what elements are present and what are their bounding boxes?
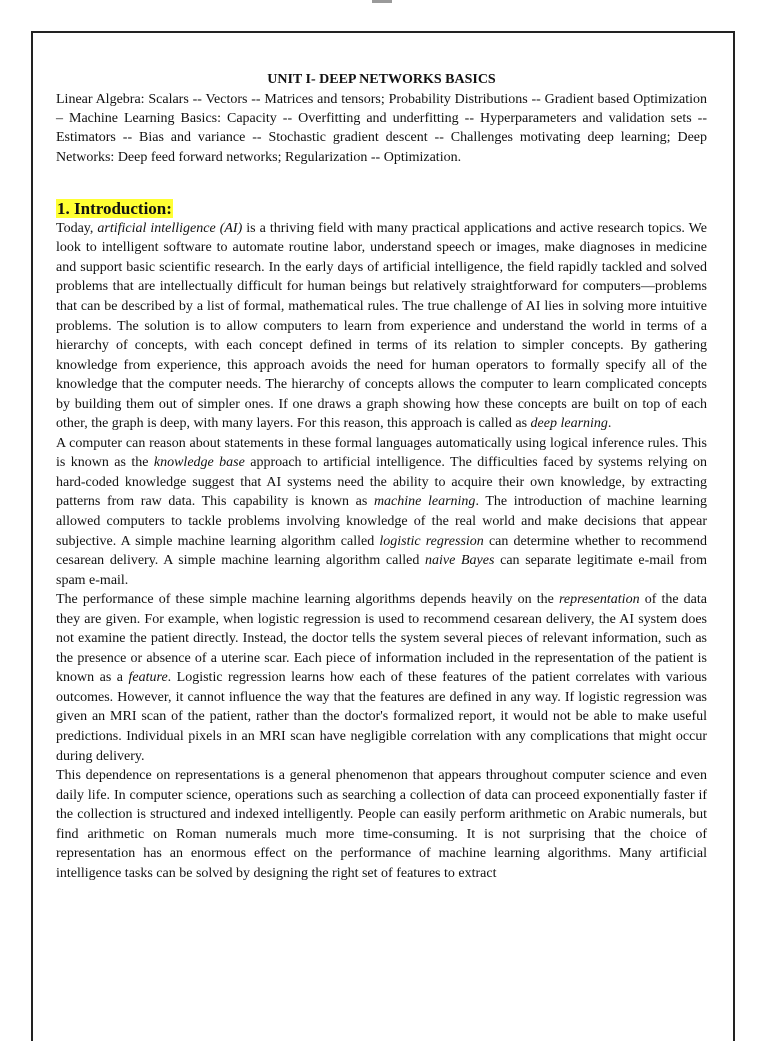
italic-term: naive Bayes xyxy=(425,553,495,569)
document-body xyxy=(56,70,707,883)
text-run: approach to artificial intelligence. The difficulties faced by systems relying on hard-coded knowledge suggest that AI systems need the ability to acquire their own knowledge, by extracting patterns from raw data. This capability is known as xyxy=(56,455,707,510)
text-run: can determine whether to recommend cesarean delivery. A simple machine learning algorithm called xyxy=(56,533,707,569)
paragraph-intro xyxy=(56,219,707,434)
unit-title: UNIT I- DEEP NETWORKS BASICS xyxy=(267,72,496,87)
italic-term: deep learning xyxy=(530,416,608,432)
section-heading xyxy=(56,198,707,219)
text-run: The performance of these simple machine learning algorithms depends heavily on the xyxy=(56,592,559,608)
paragraph-knowledge-base xyxy=(56,434,707,590)
page-separator-mark xyxy=(372,0,392,3)
text-run: . The introduction of machine learning allowed computers to tackle problems involving knowledge of the real world and make decisions that appear subjective. A simple machine learning algorithm called xyxy=(56,494,707,549)
text-run: . xyxy=(607,416,612,432)
text-run: is a thriving field with many practical applications and active research topics. We look to intelligent software to automate routine labor, understand speech or images, make diagnoses in medicine and support basic scientific research. In the early days of artificial intelligence, the field rapidly tackled and solved problems that are intellectually difficult for human beings but relatively straightforward for computers—problems that can be described by a list of formal, mathematical rules. The true challenge of AI lies in solving more intuitive problems. The solution is to allow computers to learn from experience and understand the world in terms of a hierarchy of concepts, with each concept defined in terms of its relation to simpler concepts. By gathering knowledge from experience, this approach avoids the need for human operators to formally specify all of the knowledge that the computer needs. The hierarchy of concepts allows the computer to learn complicated concepts by building them out of simpler ones. If one draws a graph showing how these concepts are built on top of each other, the graph is deep, with many layers. For this reason, this approach is called as xyxy=(56,220,707,432)
italic-term: feature xyxy=(128,670,168,686)
italic-term: machine learning xyxy=(373,494,476,510)
italic-term: knowledge base xyxy=(153,455,245,471)
italic-term: artificial intelligence (AI) xyxy=(97,220,243,236)
text-run: This dependence on representations is a general phenomenon that appears throughout computer science and even daily life. In computer science, operations such as searching a collection of data can proceed exponentially faster if the collection is structured and indexed intelligently. People can easily perform arithmetic on Arabic numerals, but find arithmetic on Roman numerals much more time-consuming. It is not surprising that the choice of representation has an enormous effect on the performance of machine learning algorithms. Many artificial intelligence tasks can be solved by designing the right set of features to extract xyxy=(56,768,707,881)
highlighted-heading-text: 1. Introduction: xyxy=(57,198,172,218)
text-run: can separate legitimate e-mail from spam e-mail. xyxy=(56,553,707,588)
text-run: A computer can reason about statements in these formal languages automatically using logical inference rules. This is known as the xyxy=(56,435,707,471)
text-run: Today, xyxy=(56,220,98,236)
paragraph-dependence xyxy=(56,766,707,883)
italic-term: representation xyxy=(558,592,640,608)
syllabus-text: Linear Algebra: Scalars -- Vectors -- Matrices and tensors; Probability Distributions -- Gradient based Optimization – Machine Learning Basics: Capacity -- Overfitting and underfitting -- Hyperparameters and validation sets -- Estimators -- Bias and variance -- Stochastic gradient descent -- Challenges motivating deep learning; Deep Networks: Deep feed forward networks; Regularization -- Optimization. xyxy=(56,92,707,165)
text-run: of the data they are given. For example, when logistic regression is used to recommend cesarean delivery, the AI system does not examine the patient directly. Instead, the doctor tells the system several pieces of relevant information, such as the presence or absence of a uterine scar. Each piece of information included in the representation of the patient is known as a xyxy=(56,592,707,686)
paragraph-representation xyxy=(56,590,707,766)
text-run: . Logistic regression learns how each of these features of the patient correlates with various outcomes. However, it cannot influence the way that the features are defined in any way. If logistic regression was given an MRI scan of the patient, rather than the doctor's formalized report, it would not be able to make useful predictions. Individual pixels in an MRI scan have negligible correlation with any complications that might occur during delivery. xyxy=(56,670,707,764)
italic-term: logistic regression xyxy=(379,533,484,549)
